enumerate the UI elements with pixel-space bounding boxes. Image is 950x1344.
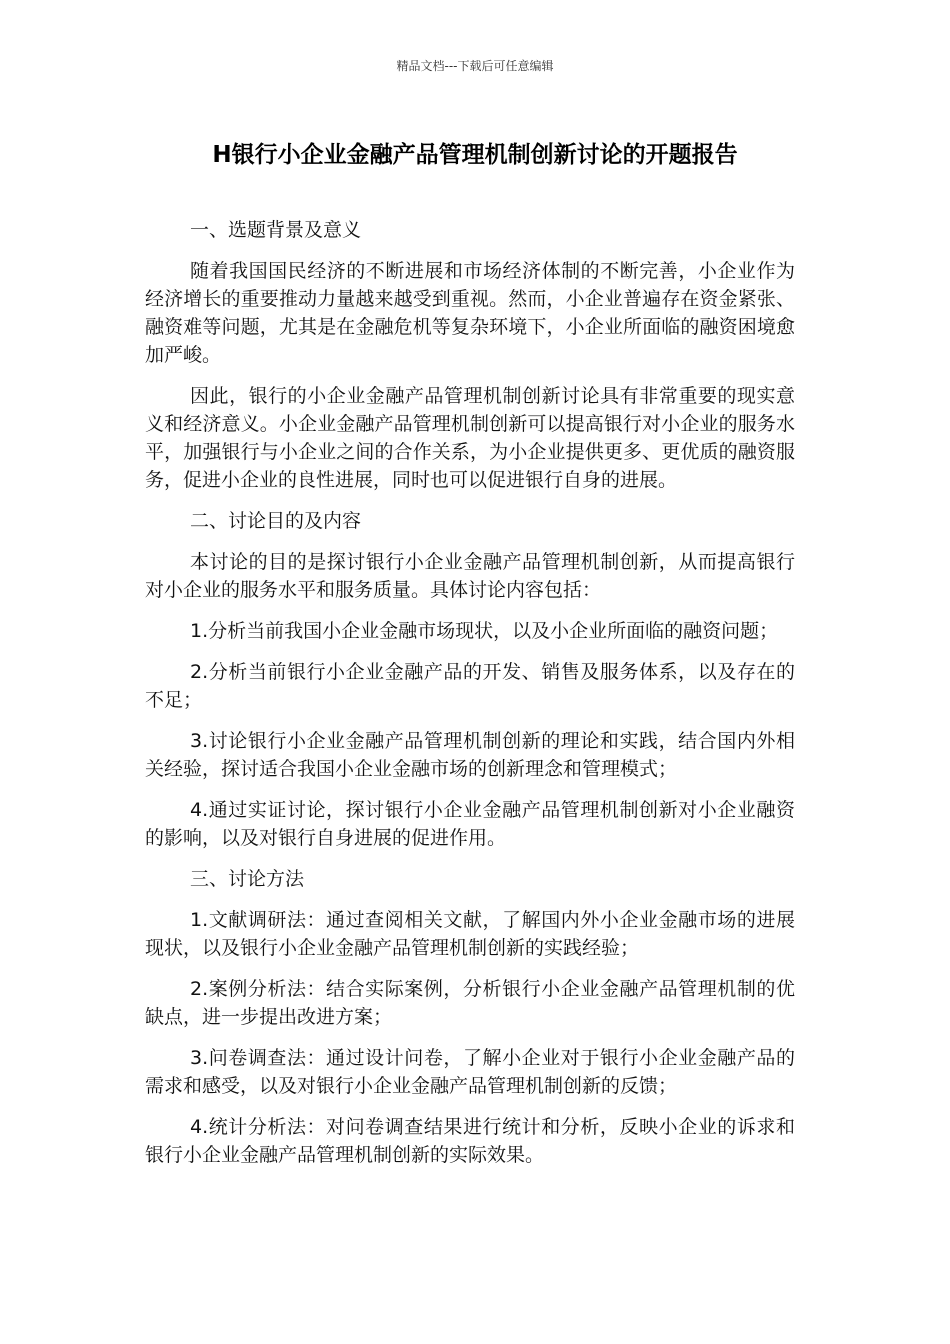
section-heading-methods: 三、讨论方法 <box>190 868 305 890</box>
section-heading-purpose: 二、讨论目的及内容 <box>190 510 362 532</box>
list-item: 3.问卷调查法：通过设计问卷，了解小企业对于银行小企业金融产品的需求和感受，以及对银行小企业金融产品管理机制创新的反馈； <box>145 1047 795 1097</box>
paragraph: 随着我国国民经济的不断进展和市场经济体制的不断完善，小企业作为经济增长的重要推动力量越来越受到重视。然而，小企业普遍存在资金紧张、融资难等问题，尤其是在金融危机等复杂环境下，小企业所面临的融资困境愈加严峻。 <box>145 260 795 366</box>
list-item: 1.分析当前我国小企业金融市场现状，以及小企业所面临的融资问题； <box>190 620 779 642</box>
paragraph: 本讨论的目的是探讨银行小企业金融产品管理机制创新，从而提高银行对小企业的服务水平和服务质量。具体讨论内容包括： <box>145 551 795 601</box>
paragraph: 因此，银行的小企业金融产品管理机制创新讨论具有非常重要的现实意义和经济意义。小企业金融产品管理机制创新可以提高银行对小企业的服务水平，加强银行与小企业之间的合作关系，为小企业提供更多、更优质的融资服务，促进小企业的良性进展，同时也可以促进银行自身的进展。 <box>145 385 795 491</box>
list-item: 1.文献调研法：通过查阅相关文献，了解国内外小企业金融市场的进展现状，以及银行小企业金融产品管理机制创新的实践经验； <box>145 909 795 959</box>
list-item: 4.通过实证讨论，探讨银行小企业金融产品管理机制创新对小企业融资的影响，以及对银行自身进展的促进作用。 <box>145 799 795 849</box>
list-item: 4.统计分析法：对问卷调查结果进行统计和分析，反映小企业的诉求和银行小企业金融产品管理机制创新的实际效果。 <box>145 1116 795 1166</box>
page-header: 精品文档---下载后可任意编辑 <box>396 59 554 73</box>
list-item: 2.案例分析法：结合实际案例，分析银行小企业金融产品管理机制的优缺点，进一步提出改进方案； <box>145 978 795 1028</box>
document-title: H银行小企业金融产品管理机制创新讨论的开题报告 <box>212 142 738 168</box>
list-item: 3.讨论银行小企业金融产品管理机制创新的理论和实践，结合国内外相关经验，探讨适合我国小企业金融市场的创新理念和管理模式； <box>145 730 795 780</box>
section-heading-background: 一、选题背景及意义 <box>190 219 362 241</box>
list-item: 2.分析当前银行小企业金融产品的开发、销售及服务体系，以及存在的不足； <box>145 661 795 711</box>
document-body <box>145 216 795 1182</box>
